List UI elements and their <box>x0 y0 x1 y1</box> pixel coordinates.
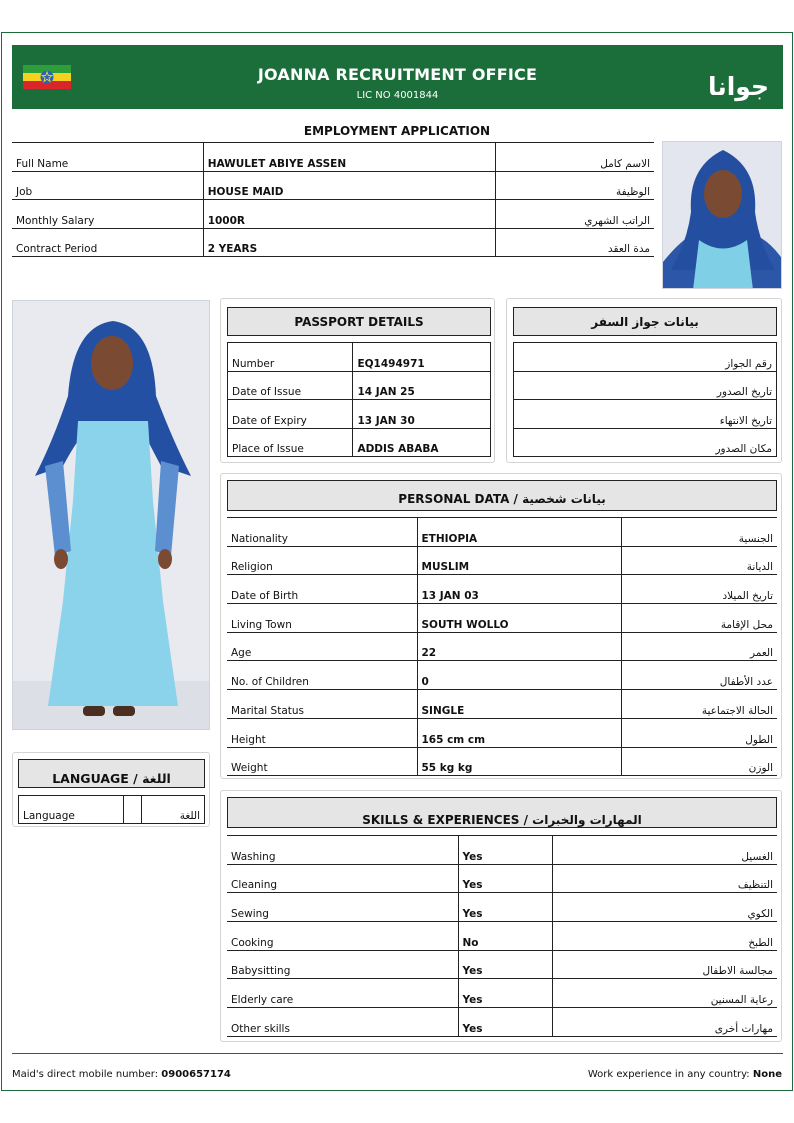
office-name: JOANNA RECRUITMENT OFFICE <box>257 65 538 84</box>
personal-data-panel <box>220 473 782 779</box>
passport-value: ADDIS ABABA <box>353 428 491 457</box>
personal-label: Height <box>227 718 417 747</box>
personal-label: Date of Birth <box>227 575 417 604</box>
field-label-arabic: الوظيفة <box>495 171 654 200</box>
skill-value: Yes <box>458 893 552 922</box>
personal-label-arabic: الحالة الاجتماعية <box>621 690 777 719</box>
field-label-arabic: الاسم كامل <box>495 143 654 172</box>
table-row <box>228 371 491 400</box>
table-row <box>227 518 777 547</box>
table-row <box>227 864 777 893</box>
personal-label-arabic: تاريخ الميلاد <box>621 575 777 604</box>
table-row <box>227 661 777 690</box>
skill-label-arabic: التنظيف <box>552 864 777 893</box>
work-experience-value: None <box>752 1069 782 1080</box>
personal-data-title: PERSONAL DATA / بيانات شخصية <box>227 480 777 511</box>
personal-value: 0 <box>417 661 621 690</box>
passport-label-arabic: تاريخ الانتهاء <box>514 400 777 429</box>
skill-value: No <box>458 922 552 951</box>
full-body-person-icon <box>13 301 210 730</box>
skill-label: Other skills <box>227 1008 458 1037</box>
personal-label-arabic: الطول <box>621 718 777 747</box>
table-row <box>227 604 777 633</box>
field-value: 2 YEARS <box>203 228 495 257</box>
table-row <box>227 718 777 747</box>
table-row <box>12 200 654 229</box>
field-label-arabic: مدة العقد <box>495 228 654 257</box>
table-row <box>227 575 777 604</box>
table-row <box>228 428 491 457</box>
skill-label-arabic: الكوي <box>552 893 777 922</box>
passport-details-title: PASSPORT DETAILS <box>227 307 491 336</box>
skill-label: Cleaning <box>227 864 458 893</box>
skill-label: Washing <box>227 836 458 865</box>
personal-value: 13 JAN 03 <box>417 575 621 604</box>
language-panel <box>12 752 210 827</box>
passport-label: Date of Issue <box>228 371 353 400</box>
table-row <box>12 171 654 200</box>
skills-title: SKILLS & EXPERIENCES / المهارات والخبرات <box>227 797 777 828</box>
table-row <box>227 893 777 922</box>
table-row <box>514 400 777 429</box>
passport-arabic-table <box>513 342 777 457</box>
skill-label-arabic: رعاية المسنين <box>552 979 777 1008</box>
table-row <box>227 747 777 776</box>
personal-value: 22 <box>417 632 621 661</box>
passport-label: Number <box>228 343 353 372</box>
passport-label-arabic: مكان الصدور <box>514 428 777 457</box>
table-row <box>12 228 654 257</box>
table-row <box>227 950 777 979</box>
table-row <box>227 979 777 1008</box>
skills-panel <box>220 790 782 1042</box>
portrait-photo <box>662 141 782 289</box>
passport-label: Date of Expiry <box>228 400 353 429</box>
field-label: Job <box>12 171 203 200</box>
table-row <box>227 690 777 719</box>
field-label: Full Name <box>12 143 203 172</box>
skill-value: Yes <box>458 864 552 893</box>
license-number: LIC NO 4001844 <box>356 90 439 101</box>
personal-label: Living Town <box>227 604 417 633</box>
personal-label-arabic: الوزن <box>621 747 777 776</box>
mobile-number-label: Maid's direct mobile number: <box>12 1069 159 1080</box>
skill-label-arabic: الغسيل <box>552 836 777 865</box>
skill-label: Babysitting <box>227 950 458 979</box>
passport-table <box>227 342 491 457</box>
table-row <box>514 343 777 372</box>
personal-value: 55 kg kg <box>417 747 621 776</box>
language-label: Language <box>19 796 124 824</box>
personal-value: SOUTH WOLLO <box>417 604 621 633</box>
skill-value: Yes <box>458 836 552 865</box>
work-experience-line <box>588 1069 782 1080</box>
passport-value: 14 JAN 25 <box>353 371 491 400</box>
passport-details-arabic-title: بيانات جواز السفر <box>513 307 777 336</box>
language-value <box>124 796 142 824</box>
passport-details-arabic-panel <box>506 298 782 463</box>
table-row <box>227 836 777 865</box>
skill-label: Cooking <box>227 922 458 951</box>
personal-label-arabic: عدد الأطفال <box>621 661 777 690</box>
field-label: Contract Period <box>12 228 203 257</box>
field-value: HAWULET ABIYE ASSEN <box>203 143 495 172</box>
personal-label-arabic: محل الإقامة <box>621 604 777 633</box>
skill-value: Yes <box>458 950 552 979</box>
application-title: EMPLOYMENT APPLICATION <box>303 124 491 138</box>
personal-value: MUSLIM <box>417 546 621 575</box>
skill-label-arabic: مجالسة الاطفال <box>552 950 777 979</box>
table-row <box>19 796 205 824</box>
skill-label-arabic: الطبخ <box>552 922 777 951</box>
mobile-number-line <box>12 1069 231 1080</box>
table-row <box>228 343 491 372</box>
mobile-number-value: 0900657174 <box>161 1069 231 1080</box>
personal-data-table <box>227 517 777 776</box>
table-row <box>227 546 777 575</box>
portrait-person-icon <box>663 142 782 289</box>
personal-value: 165 cm cm <box>417 718 621 747</box>
personal-label: No. of Children <box>227 661 417 690</box>
passport-value: 13 JAN 30 <box>353 400 491 429</box>
office-header <box>12 45 783 109</box>
brand-arabic: جوانا <box>707 72 769 101</box>
personal-label: Nationality <box>227 518 417 547</box>
personal-label-arabic: الجنسية <box>621 518 777 547</box>
passport-label: Place of Issue <box>228 428 353 457</box>
table-row <box>12 143 654 172</box>
personal-label: Weight <box>227 747 417 776</box>
skills-table <box>227 835 777 1037</box>
personal-value: ETHIOPIA <box>417 518 621 547</box>
table-row <box>514 428 777 457</box>
language-title: LANGUAGE / اللغة <box>18 759 205 788</box>
personal-label-arabic: العمر <box>621 632 777 661</box>
table-row <box>227 922 777 951</box>
work-experience-label: Work experience in any country: <box>587 1069 750 1080</box>
footer-divider <box>12 1053 783 1054</box>
table-row <box>514 371 777 400</box>
skill-value: Yes <box>458 1008 552 1037</box>
main-fields-table <box>12 142 654 257</box>
personal-label: Religion <box>227 546 417 575</box>
passport-label-arabic: رقم الجواز <box>514 343 777 372</box>
field-label: Monthly Salary <box>12 200 203 229</box>
personal-value: SINGLE <box>417 690 621 719</box>
table-row <box>228 400 491 429</box>
passport-details-panel <box>220 298 495 463</box>
personal-label: Age <box>227 632 417 661</box>
passport-value: EQ1494971 <box>353 343 491 372</box>
table-row <box>227 1008 777 1037</box>
personal-label-arabic: الديانة <box>621 546 777 575</box>
skill-label-arabic: مهارات أخرى <box>552 1008 777 1037</box>
table-row <box>227 632 777 661</box>
skill-label: Elderly care <box>227 979 458 1008</box>
language-table <box>18 795 205 824</box>
skill-value: Yes <box>458 979 552 1008</box>
passport-label-arabic: تاريخ الصدور <box>514 371 777 400</box>
full-body-photo <box>12 300 210 730</box>
field-label-arabic: الراتب الشهري <box>495 200 654 229</box>
personal-label: Marital Status <box>227 690 417 719</box>
language-label-arabic: اللغة <box>142 796 205 824</box>
field-value: HOUSE MAID <box>203 171 495 200</box>
field-value: 1000R <box>203 200 495 229</box>
skill-label: Sewing <box>227 893 458 922</box>
